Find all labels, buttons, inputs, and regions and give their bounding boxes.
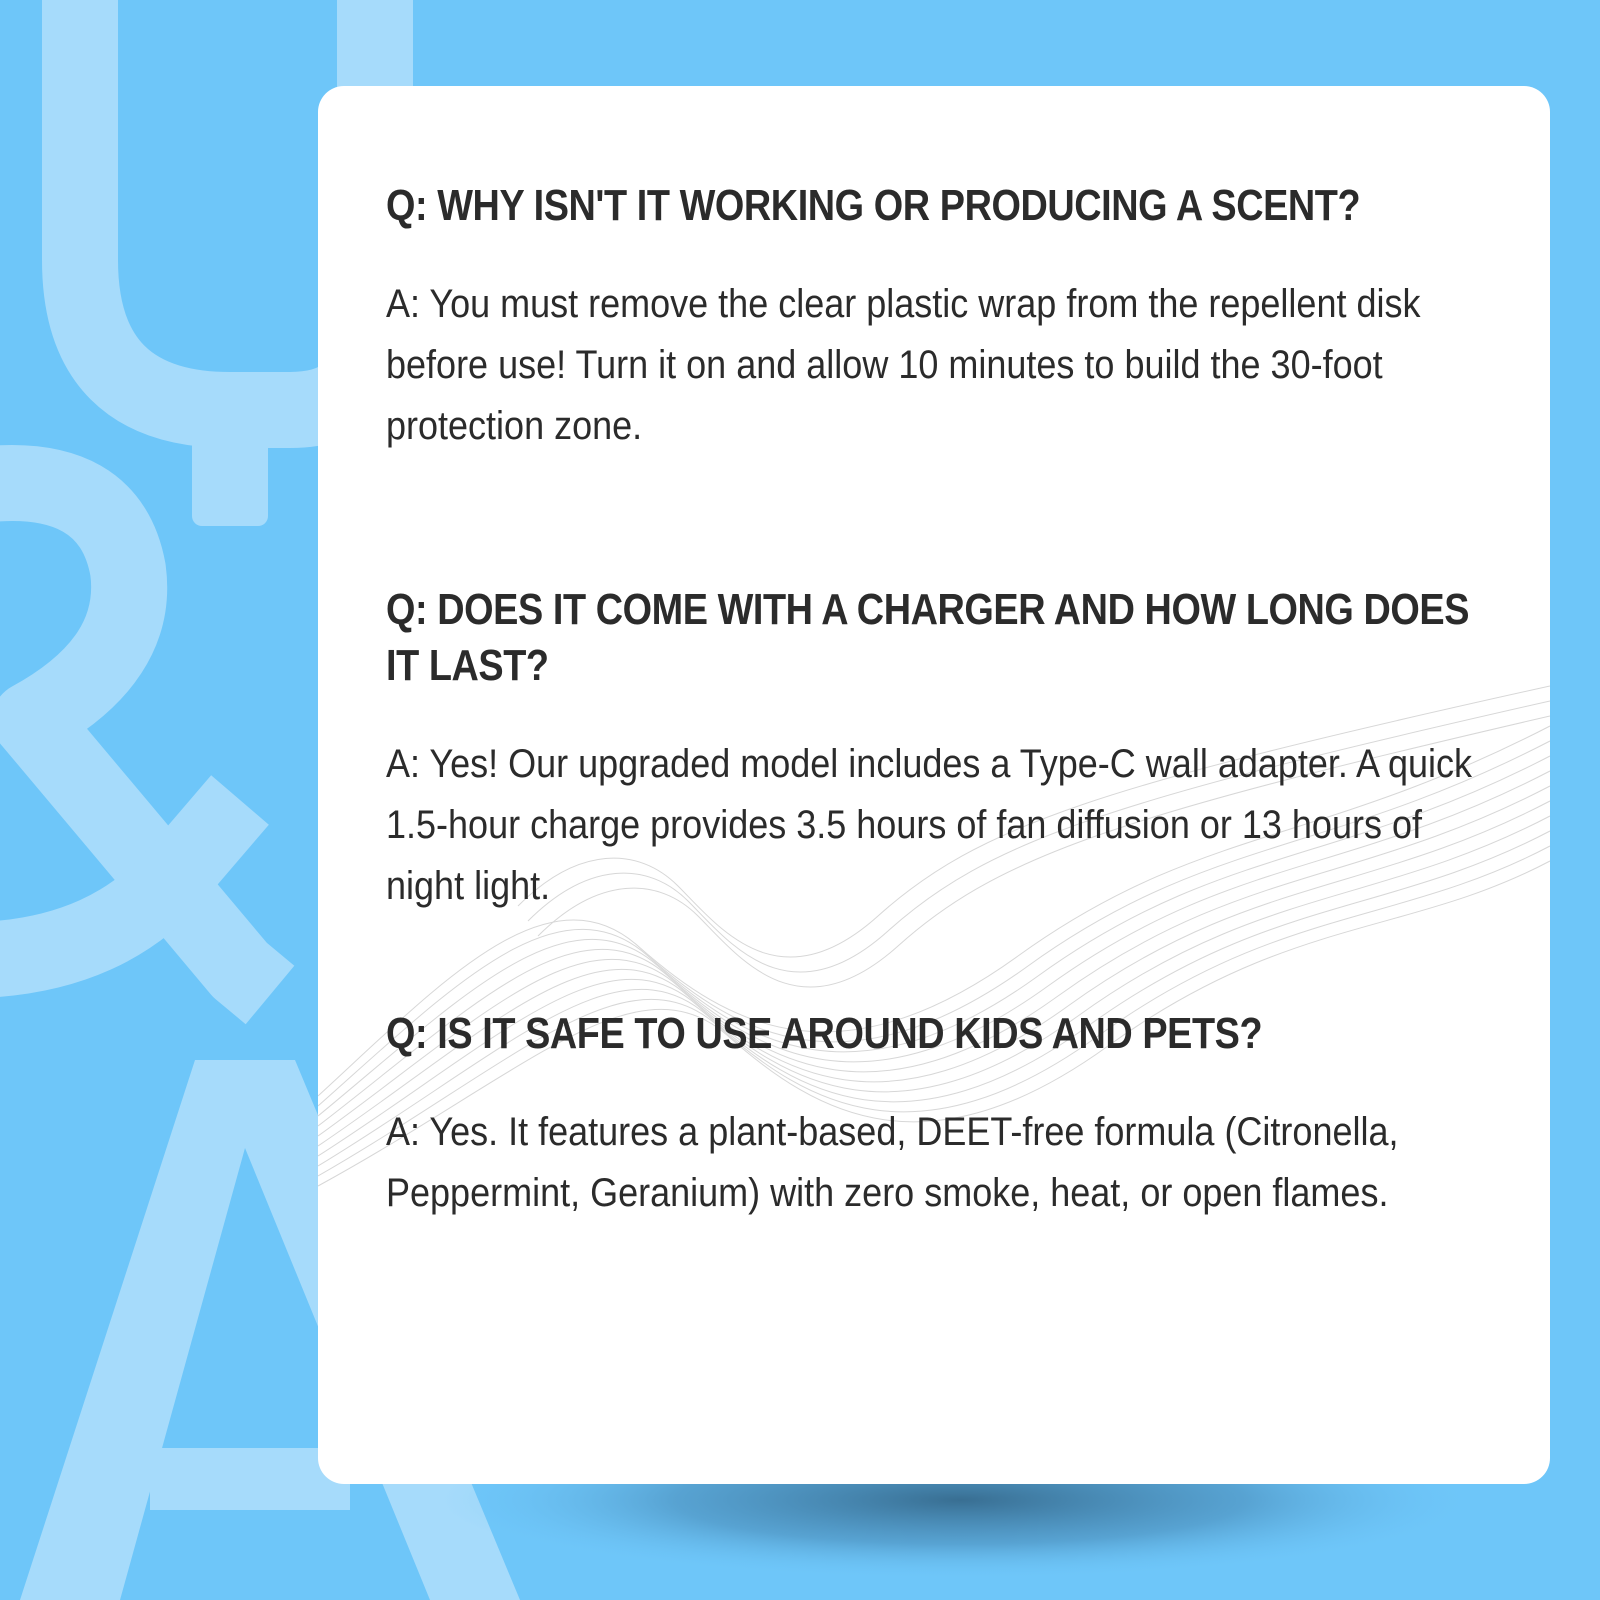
faq-item <box>386 582 1506 917</box>
faq-question: Q: IS IT SAFE TO USE AROUND KIDS AND PETS? <box>386 1009 1263 1058</box>
faq-question: Q: DOES IT COME WITH A CHARGER AND HOW LONG DOES IT LAST? <box>386 585 1470 690</box>
faq-item <box>386 178 1506 457</box>
faq-answer: A: Yes. It features a plant-based, DEET-free formula (Citronella, Peppermint, Geranium) with zero smoke, heat, or open flames. <box>386 1110 1399 1215</box>
faq-item <box>386 1006 1506 1224</box>
faq-question: Q: WHY ISN'T IT WORKING OR PRODUCING A SCENT? <box>386 181 1361 230</box>
ampersand-icon <box>0 483 270 995</box>
faq-answer: A: You must remove the clear plastic wrap from the repellent disk before use! Turn it on and allow 10 minutes to build the 30-foot protection zone. <box>386 282 1421 448</box>
faq-card <box>318 86 1550 1484</box>
letter-q-tail-icon <box>192 420 268 526</box>
faq-answer: A: Yes! Our upgraded model includes a Type-C wall adapter. A quick 1.5-hour charge provides 3.5 hours of fan diffusion or 13 hours of night light. <box>386 742 1473 908</box>
